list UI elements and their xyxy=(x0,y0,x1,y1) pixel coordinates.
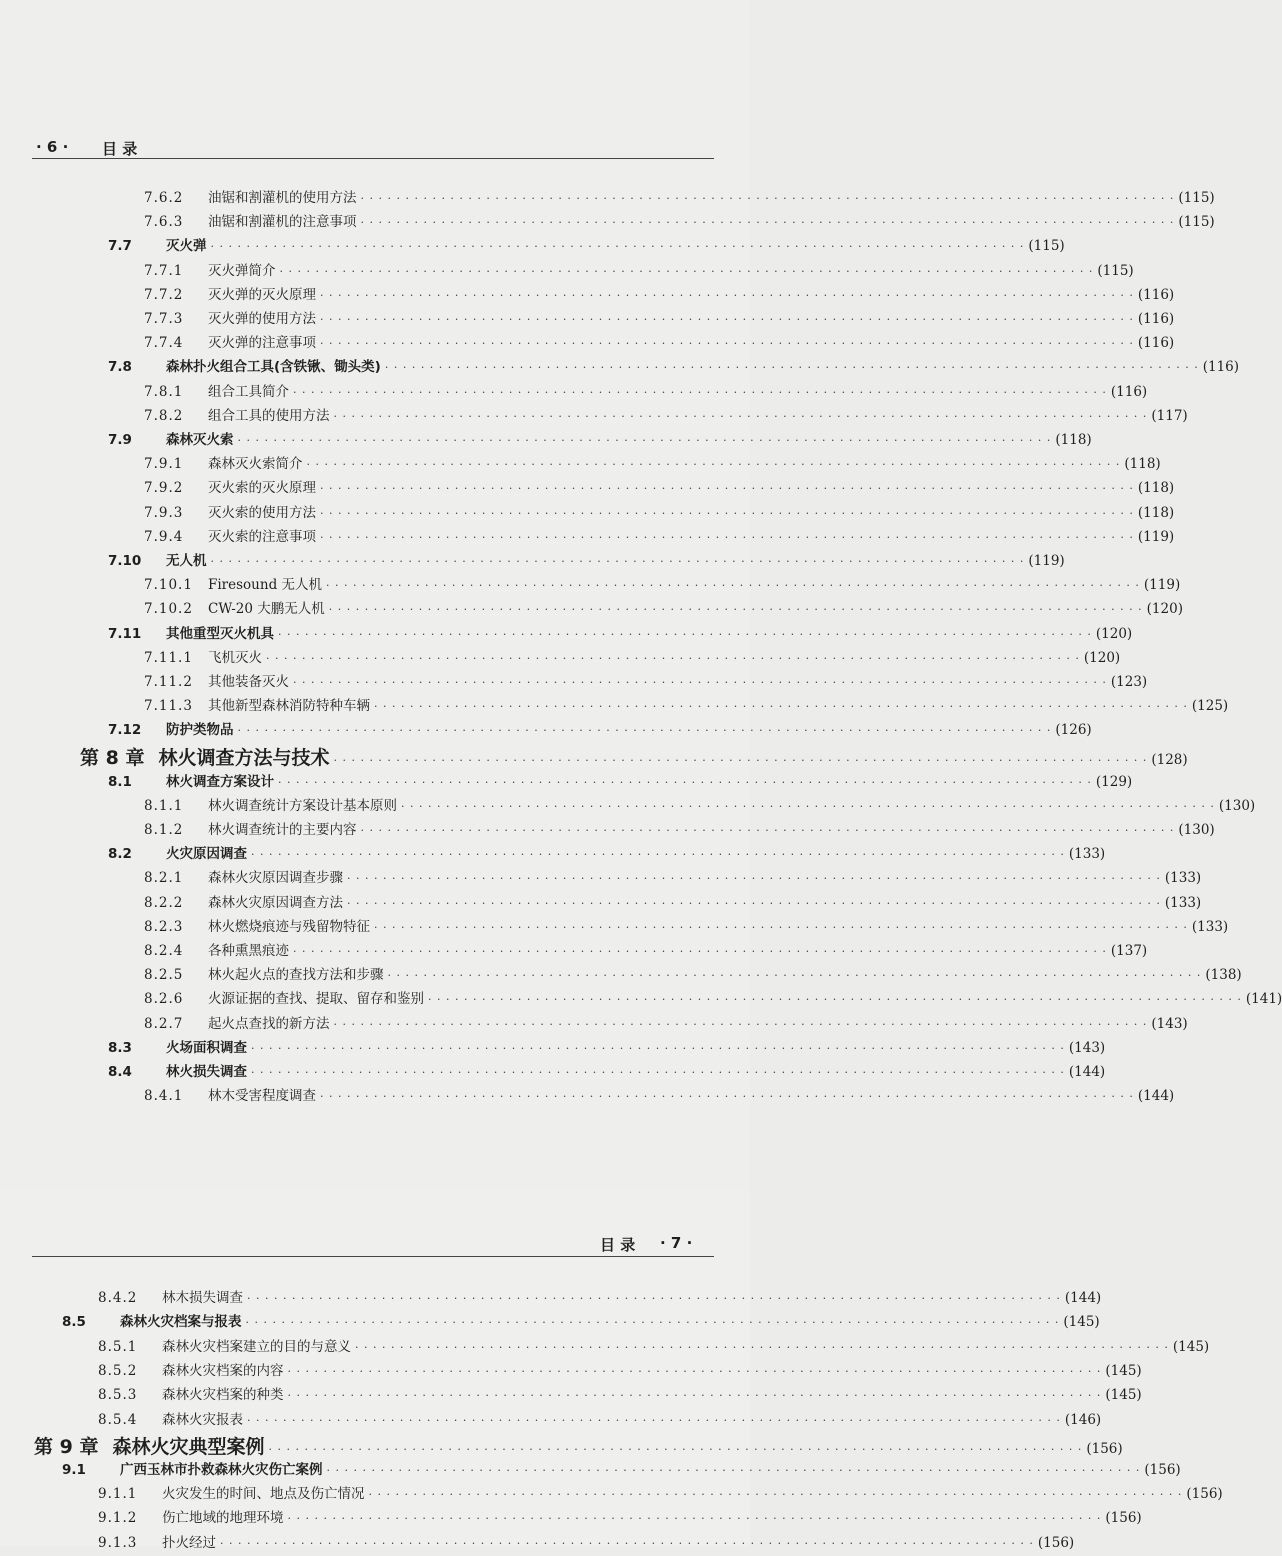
toc-entry-number: 7.6.3 xyxy=(144,214,184,231)
toc-entry-page: (129) xyxy=(1095,773,1133,790)
toc-subsection-entry xyxy=(144,452,1161,476)
toc-entry-number: 7.9.1 xyxy=(144,456,184,473)
toc-dot-leader: · · · · · · · · · · · · · · · · · · · · · · · · · · · · · · · · · · · · · · · · · · · · · · · · · · · · · · · · · · · · · · · · · · · · · · · · · · · · · · · · · · · · · · · · · · · xyxy=(387,969,1202,983)
toc-entry-page: (145) xyxy=(1105,1387,1142,1404)
toc-entry-page: (116) xyxy=(1137,311,1175,327)
toc-entry-page: (144) xyxy=(1064,1290,1102,1306)
toc-page-7 xyxy=(0,1190,1223,1551)
toc-dot-leader: · · · · · · · · · · · · · · · · · · · · · · · · · · · · · · · · · · · · · · · · · · · · · · · · · · · · · · · · · · · · · · · · · · · · · · · · · · · · · · · · · · · · · · · · · · · xyxy=(347,896,1161,910)
toc-dot-leader: · · · · · · · · · · · · · · · · · · · · · · · · · · · · · · · · · · · · · · · · · · · · · · · · · · · · · · · · · · · · · · · · · · · · · · · · · · · · · · · · · · · · · · · · · · · xyxy=(237,434,1052,447)
toc-dot-leader: · · · · · · · · · · · · · · · · · · · · · · · · · · · · · · · · · · · · · · · · · · · · · · · · · · · · · · · · · · · · · · · · · · · · · · · · · · · · · · · · · · · · · · · · · · · xyxy=(384,361,1199,375)
toc-subsection-entry xyxy=(144,380,1148,404)
toc-dot-leader: · · · · · · · · · · · · · · · · · · · · · · · · · · · · · · · · · · · · · · · · · · · · · · · · · · · · · · · · · · · · · · · · · · · · · · · · · · · · · · · · · · · · · · · · · · · xyxy=(374,920,1188,934)
toc-entry-number: 7.9.2 xyxy=(144,480,184,497)
toc-entry-title: Firesound 无人机 xyxy=(208,577,323,594)
toc-entry-page: (115) xyxy=(1028,238,1065,255)
toc-dot-leader: · · · · · · · · · · · · · · · · · · · · · · · · · · · · · · · · · · · · · · · · · · · · · · · · · · · · · · · · · · · · · · · · · · · · · · · · · · · · · · · · · · · · · · · · · · · xyxy=(326,579,1140,593)
toc-entry-number: 第 9 章 xyxy=(34,1435,99,1458)
toc-entry-title: 森林火灾典型案例 xyxy=(112,1435,265,1458)
toc-entry-title: 火灾发生的时间、地点及伤亡情况 xyxy=(162,1486,365,1503)
toc-entry-page: (119) xyxy=(1028,553,1065,569)
toc-entry-number: 7.10.2 xyxy=(144,601,193,618)
toc-entry-page: (156) xyxy=(1086,1440,1123,1457)
toc-entry-page: (144) xyxy=(1068,1064,1106,1080)
toc-entry-title: 林火损失调查 xyxy=(166,1064,247,1080)
toc-entry-title: 其他新型森林消防特种车辆 xyxy=(208,698,370,715)
toc-entry-title: 森林扑火组合工具(含铁锹、锄头类) xyxy=(166,359,381,376)
toc-entry-number: 8.2.6 xyxy=(144,991,184,1008)
toc-entry-title: 其他重型灭火机具 xyxy=(166,625,274,642)
toc-entry-number: 7.12 xyxy=(108,722,142,739)
toc-subsection-entry xyxy=(98,1506,1142,1530)
toc-entry-number: 9.1 xyxy=(62,1461,86,1478)
toc-entry-title: 灭火索的注意事项 xyxy=(208,528,316,545)
toc-entry-number: 8.4 xyxy=(108,1064,132,1080)
toc-entry-page: (156) xyxy=(1144,1461,1181,1478)
toc-entry-number: 8.1 xyxy=(108,773,132,790)
toc-entry-page: (156) xyxy=(1105,1510,1142,1527)
toc-entry-title: 林木受害程度调查 xyxy=(208,1088,316,1105)
toc-entry-page: (133) xyxy=(1164,870,1202,887)
toc-entry-page: (138) xyxy=(1205,967,1242,984)
toc-dot-leader: · · · · · · · · · · · · · · · · · · · · · · · · · · · · · · · · · · · · · · · · · · · · · · · · · · · · · · · · · · · · · · · · · · · · · · · · · · · · · · · · · · · · · · · · · · · xyxy=(360,824,1175,837)
toc-entry-number: 8.5.4 xyxy=(98,1411,138,1428)
toc-dot-leader: · · · · · · · · · · · · · · · · · · · · · · · · · · · · · · · · · · · · · · · · · · · · · · · · · · · · · · · · · · · · · · · · · · · · · · · · · · · · · · · · · · · · · · · · · · · xyxy=(374,700,1188,714)
toc-entry-number: 8.1.2 xyxy=(144,822,184,838)
toc-subsection-entry xyxy=(144,987,1282,1011)
toc-entry-page: (146) xyxy=(1064,1411,1102,1428)
toc-entry-title: 灭火弹的灭火原理 xyxy=(208,286,316,303)
toc-entry-page: (119) xyxy=(1137,528,1175,545)
toc-entry-number: 第 8 章 xyxy=(80,746,145,769)
toc-entry-page: (115) xyxy=(1178,214,1215,231)
toc-dot-leader: · · · · · · · · · · · · · · · · · · · · · · · · · · · · · · · · · · · · · · · · · · · · · · · · · · · · · · · · · · · · · · · · · · · · · · · · · · · · · · · · · · · · · · · · · · · xyxy=(328,603,1143,617)
toc-entry-number: 9.1.3 xyxy=(98,1534,138,1551)
toc-subsection-entry xyxy=(144,573,1181,597)
toc-entry-title: 林火起火点的查找方法和步骤 xyxy=(208,967,384,984)
toc-dot-leader: · · · · · · · · · · · · · · · · · · · · · · · · · · · · · · · · · · · · · · · · · · · · · · · · · · · · · · · · · · · · · · · · · · · · · · · · · · · · · · · · · · · · · · · · · · · xyxy=(287,1512,1102,1526)
toc-subsection-entry xyxy=(144,963,1242,987)
toc-entry-title: 森林火灾报表 xyxy=(162,1411,243,1428)
toc-entry-page: (116) xyxy=(1137,335,1175,352)
toc-entry-number: 8.5 xyxy=(62,1314,86,1331)
toc-entry-title: 森林火灾档案的种类 xyxy=(162,1387,284,1404)
toc-chapter-entry xyxy=(80,743,1188,773)
toc-subsection-entry xyxy=(144,404,1188,428)
toc-entry-title: 森林火灾档案建立的目的与意义 xyxy=(162,1338,351,1355)
toc-entry-page: (123) xyxy=(1110,674,1148,690)
toc-subsection-entry xyxy=(144,501,1175,525)
toc-entry-title: 火灾原因调查 xyxy=(166,846,247,863)
toc-entry-title: 其他装备灭火 xyxy=(208,674,289,690)
toc-dot-leader: · · · · · · · · · · · · · · · · · · · · · · · · · · · · · · · · · · · · · · · · · · · · · · · · · · · · · · · · · · · · · · · · · · · · · · · · · · · · · · · · · · · · · · · · · · · xyxy=(247,1413,1061,1427)
header-rule xyxy=(32,1256,714,1257)
toc-entry-number: 8.2.1 xyxy=(144,870,184,887)
toc-dot-leader: · · · · · · · · · · · · · · · · · · · · · · · · · · · · · · · · · · · · · · · · · · · · · · · · · · · · · · · · · · · · · · · · · · · · · · · · · · · · · · · · · · · · · · · · · · · xyxy=(251,1041,1065,1055)
toc-entry-title: 灭火弹 xyxy=(166,238,207,255)
toc-entry-title: 火源证据的查找、提取、留存和鉴别 xyxy=(208,991,424,1008)
toc-dot-leader: · · · · · · · · · · · · · · · · · · · · · · · · · · · · · · · · · · · · · · · · · · · · · · · · · · · · · · · · · · · · · · · · · · · · · · · · · · · · · · · · · · · · · · · · · · · xyxy=(347,872,1161,886)
toc-entry-title: 无人机 xyxy=(166,553,207,569)
toc-entry-title: 林火调查方法与技术 xyxy=(158,746,330,769)
toc-section-entry xyxy=(108,549,1065,573)
toc-subsection-entry xyxy=(144,186,1215,210)
toc-entry-number: 7.9.3 xyxy=(144,504,184,521)
toc-dot-leader: · · · · · · · · · · · · · · · · · · · · · · · · · · · · · · · · · · · · · · · · · · · · · · · · · · · · · · · · · · · · · · · · · · · · · · · · · · · · · · · · · · · · · · · · · · · xyxy=(247,1292,1061,1305)
toc-subsection-entry xyxy=(144,646,1121,670)
toc-subsection-entry xyxy=(144,915,1229,939)
toc-entry-title: CW-20 大鹏无人机 xyxy=(208,601,325,618)
toc-entry-number: 7.11.2 xyxy=(144,674,193,690)
toc-subsection-entry xyxy=(144,210,1215,234)
toc-subsection-entry xyxy=(98,1359,1142,1383)
toc-subsection-entry xyxy=(144,1084,1175,1108)
toc-entry-number: 7.9 xyxy=(108,432,132,448)
toc-entry-page: (115) xyxy=(1097,262,1134,279)
toc-section-entry xyxy=(62,1310,1100,1334)
toc-entry-page: (130) xyxy=(1178,822,1215,838)
toc-dot-leader: · · · · · · · · · · · · · · · · · · · · · · · · · · · · · · · · · · · · · · · · · · · · · · · · · · · · · · · · · · · · · · · · · · · · · · · · · · · · · · · · · · · · · · · · · · · xyxy=(360,192,1175,205)
toc-subsection-entry xyxy=(98,1531,1075,1555)
toc-entry-page: (125) xyxy=(1191,698,1229,715)
toc-section-entry xyxy=(108,234,1065,258)
toc-entry-page: (145) xyxy=(1105,1362,1142,1379)
toc-entry-page: (133) xyxy=(1191,918,1229,935)
toc-entry-number: 7.7 xyxy=(108,238,132,255)
toc-entry-page: (156) xyxy=(1037,1534,1075,1551)
toc-dot-leader: · · · · · · · · · · · · · · · · · · · · · · · · · · · · · · · · · · · · · · · · · · · · · · · · · · · · · · · · · · · · · · · · · · · · · · · · · · · · · · · · · · · · · · · · · · · xyxy=(293,945,1107,958)
toc-entry-page: (118) xyxy=(1137,504,1175,521)
toc-entry-page: (137) xyxy=(1110,943,1148,959)
toc-entry-title: 起火点查找的新方法 xyxy=(208,1015,330,1032)
toc-subsection-entry xyxy=(144,818,1215,842)
toc-entry-number: 9.1.2 xyxy=(98,1510,138,1527)
toc-entry-title: 油锯和割灌机的注意事项 xyxy=(208,214,357,231)
toc-entry-number: 7.10.1 xyxy=(144,577,193,594)
toc-dot-leader: · · · · · · · · · · · · · · · · · · · · · · · · · · · · · · · · · · · · · · · · · · · · · · · · · · · · · · · · · · · · · · · · · · · · · · · · · · · · · · · · · · · · · · · · · · · xyxy=(333,753,1148,767)
toc-subsection-entry xyxy=(144,597,1183,621)
toc-entry-number: 8.5.2 xyxy=(98,1362,138,1379)
toc-entry-number: 7.8 xyxy=(108,359,132,376)
toc-section-entry xyxy=(108,842,1106,866)
toc-entry-number: 8.2.7 xyxy=(144,1015,184,1032)
toc-section-entry xyxy=(108,428,1092,452)
toc-entry-number: 7.6.2 xyxy=(144,190,184,206)
toc-dot-leader: · · · · · · · · · · · · · · · · · · · · · · · · · · · · · · · · · · · · · · · · · · · · · · · · · · · · · · · · · · · · · · · · · · · · · · · · · · · · · · · · · · · · · · · · · · · xyxy=(333,1017,1148,1031)
toc-entry-number: 8.4.1 xyxy=(144,1088,184,1105)
toc-entry-number: 8.1.1 xyxy=(144,797,184,814)
toc-dot-leader: · · · · · · · · · · · · · · · · · · · · · · · · · · · · · · · · · · · · · · · · · · · · · · · · · · · · · · · · · · · · · · · · · · · · · · · · · · · · · · · · · · · · · · · · · · · xyxy=(251,1066,1065,1079)
toc-entry-title: 伤亡地域的地理环境 xyxy=(162,1510,284,1527)
toc-subsection-entry xyxy=(98,1408,1102,1432)
toc-dot-leader: · · · · · · · · · · · · · · · · · · · · · · · · · · · · · · · · · · · · · · · · · · · · · · · · · · · · · · · · · · · · · · · · · · · · · · · · · · · · · · · · · · · · · · · · · · · xyxy=(293,385,1107,399)
toc-entry-number: 7.11.3 xyxy=(144,698,193,715)
toc-dot-leader: · · · · · · · · · · · · · · · · · · · · · · · · · · · · · · · · · · · · · · · · · · · · · · · · · · · · · · · · · · · · · · · · · · · · · · · · · · · · · · · · · · · · · · · · · · · xyxy=(320,337,1134,351)
header-rule xyxy=(32,158,714,159)
toc-entry-number: 7.11.1 xyxy=(144,649,193,666)
toc-dot-leader: · · · · · · · · · · · · · · · · · · · · · · · · · · · · · · · · · · · · · · · · · · · · · · · · · · · · · · · · · · · · · · · · · · · · · · · · · · · · · · · · · · · · · · · · · · · xyxy=(279,264,1094,278)
toc-entry-number: 7.10 xyxy=(108,553,142,569)
toc-entry-title: 林火燃烧痕迹与残留物特征 xyxy=(208,918,370,935)
toc-entry-title: 扑火经过 xyxy=(162,1534,216,1551)
toc-dot-leader: · · · · · · · · · · · · · · · · · · · · · · · · · · · · · · · · · · · · · · · · · · · · · · · · · · · · · · · · · · · · · · · · · · · · · · · · · · · · · · · · · · · · · · · · · · · xyxy=(251,848,1065,862)
toc-entry-number: 8.5.1 xyxy=(98,1338,138,1355)
toc-section-entry xyxy=(108,355,1240,379)
toc-entry-number: 7.8.1 xyxy=(144,383,184,400)
toc-entry-page: (118) xyxy=(1055,432,1092,448)
toc-entry-page: (128) xyxy=(1151,751,1188,768)
toc-entry-page: (117) xyxy=(1151,407,1188,424)
toc-entry-title: 森林火灾档案与报表 xyxy=(120,1314,242,1331)
toc-dot-leader: · · · · · · · · · · · · · · · · · · · · · · · · · · · · · · · · · · · · · · · · · · · · · · · · · · · · · · · · · · · · · · · · · · · · · · · · · · · · · · · · · · · · · · · · · · · xyxy=(320,288,1134,302)
toc-dot-leader: · · · · · · · · · · · · · · · · · · · · · · · · · · · · · · · · · · · · · · · · · · · · · · · · · · · · · · · · · · · · · · · · · · · · · · · · · · · · · · · · · · · · · · · · · · · xyxy=(266,651,1080,665)
toc-entry-page: (144) xyxy=(1137,1088,1175,1105)
running-header-title: 目 录 xyxy=(102,140,138,158)
toc-entry-page: (141) xyxy=(1245,991,1282,1008)
toc-entry-title: 组合工具的使用方法 xyxy=(208,407,330,424)
toc-dot-leader: · · · · · · · · · · · · · · · · · · · · · · · · · · · · · · · · · · · · · · · · · · · · · · · · · · · · · · · · · · · · · · · · · · · · · · · · · · · · · · · · · · · · · · · · · · · xyxy=(278,627,1092,641)
toc-dot-leader: · · · · · · · · · · · · · · · · · · · · · · · · · · · · · · · · · · · · · · · · · · · · · · · · · · · · · · · · · · · · · · · · · · · · · · · · · · · · · · · · · · · · · · · · · · · xyxy=(245,1316,1060,1330)
toc-entry-page: (116) xyxy=(1110,383,1148,400)
toc-entry-title: 火场面积调查 xyxy=(166,1039,247,1056)
toc-entry-title: 林木损失调查 xyxy=(162,1290,243,1306)
toc-dot-leader: · · · · · · · · · · · · · · · · · · · · · · · · · · · · · · · · · · · · · · · · · · · · · · · · · · · · · · · · · · · · · · · · · · · · · · · · · · · · · · · · · · · · · · · · · · · xyxy=(320,482,1134,496)
toc-entry-page: (119) xyxy=(1143,577,1181,594)
toc-subsection-entry xyxy=(144,283,1175,307)
toc-subsection-entry xyxy=(144,525,1175,549)
toc-dot-leader: · · · · · · · · · · · · · · · · · · · · · · · · · · · · · · · · · · · · · · · · · · · · · · · · · · · · · · · · · · · · · · · · · · · · · · · · · · · · · · · · · · · · · · · · · · · xyxy=(210,555,1025,568)
toc-entry-number: 7.8.2 xyxy=(144,407,184,424)
toc-entry-number: 7.7.4 xyxy=(144,335,184,352)
toc-entry-title: 灭火索的使用方法 xyxy=(208,504,316,521)
toc-subsection-entry xyxy=(144,259,1134,283)
page-number-right: · 7 · xyxy=(660,1234,693,1252)
toc-entry-number: 7.9.4 xyxy=(144,528,184,545)
toc-entry-page: (126) xyxy=(1055,722,1092,739)
toc-entry-page: (116) xyxy=(1202,359,1240,376)
toc-subsection-entry xyxy=(98,1286,1102,1310)
toc-dot-leader: · · · · · · · · · · · · · · · · · · · · · · · · · · · · · · · · · · · · · · · · · · · · · · · · · · · · · · · · · · · · · · · · · · · · · · · · · · · · · · · · · · · · · · · · · · · xyxy=(355,1340,1169,1354)
toc-section-entry xyxy=(62,1458,1181,1482)
toc-dot-leader: · · · · · · · · · · · · · · · · · · · · · · · · · · · · · · · · · · · · · · · · · · · · · · · · · · · · · · · · · · · · · · · · · · · · · · · · · · · · · · · · · · · · · · · · · · · xyxy=(333,409,1148,423)
toc-subsection-entry xyxy=(144,1012,1188,1036)
toc-dot-leader: · · · · · · · · · · · · · · · · · · · · · · · · · · · · · · · · · · · · · · · · · · · · · · · · · · · · · · · · · · · · · · · · · · · · · · · · · · · · · · · · · · · · · · · · · · · xyxy=(360,216,1175,230)
toc-subsection-entry xyxy=(144,476,1175,500)
toc-subsection-entry xyxy=(98,1335,1210,1359)
toc-entry-title: 各种熏黑痕迹 xyxy=(208,943,289,959)
toc-entry-number: 8.2.3 xyxy=(144,918,184,935)
toc-entry-page: (130) xyxy=(1218,797,1256,814)
toc-dot-leader: · · · · · · · · · · · · · · · · · · · · · · · · · · · · · · · · · · · · · · · · · · · · · · · · · · · · · · · · · · · · · · · · · · · · · · · · · · · · · · · · · · · · · · · · · · · xyxy=(268,1442,1083,1456)
toc-entry-title: 森林火灾原因调查步骤 xyxy=(208,870,343,887)
toc-dot-leader: · · · · · · · · · · · · · · · · · · · · · · · · · · · · · · · · · · · · · · · · · · · · · · · · · · · · · · · · · · · · · · · · · · · · · · · · · · · · · · · · · · · · · · · · · · · xyxy=(320,530,1134,544)
toc-entry-page: (145) xyxy=(1172,1338,1210,1355)
toc-entry-page: (120) xyxy=(1146,601,1183,618)
toc-entry-page: (133) xyxy=(1068,846,1106,863)
toc-entry-title: 林火调查方案设计 xyxy=(166,773,274,790)
toc-subsection-entry xyxy=(98,1383,1142,1407)
toc-entry-number: 9.1.1 xyxy=(98,1486,138,1503)
toc-entry-page: (120) xyxy=(1095,625,1133,642)
toc-dot-leader: · · · · · · · · · · · · · · · · · · · · · · · · · · · · · · · · · · · · · · · · · · · · · · · · · · · · · · · · · · · · · · · · · · · · · · · · · · · · · · · · · · · · · · · · · · · xyxy=(237,724,1052,738)
toc-entry-title: 森林火灾原因调查方法 xyxy=(208,894,343,911)
toc-entry-title: 灭火弹的注意事项 xyxy=(208,335,316,352)
toc-entry-page: (120) xyxy=(1083,649,1121,666)
toc-entry-number: 8.2.4 xyxy=(144,943,184,959)
toc-dot-leader: · · · · · · · · · · · · · · · · · · · · · · · · · · · · · · · · · · · · · · · · · · · · · · · · · · · · · · · · · · · · · · · · · · · · · · · · · · · · · · · · · · · · · · · · · · · xyxy=(368,1488,1183,1502)
toc-entry-page: (143) xyxy=(1068,1039,1106,1056)
running-header-title: 目 录 xyxy=(600,1236,636,1254)
toc-entry-number: 8.5.3 xyxy=(98,1387,138,1404)
toc-entry-page: (118) xyxy=(1124,456,1161,473)
toc-entry-title: 组合工具简介 xyxy=(208,383,289,400)
toc-entry-title: 防护类物品 xyxy=(166,722,234,739)
toc-section-entry xyxy=(108,1036,1106,1060)
toc-subsection-entry xyxy=(144,694,1229,718)
toc-entry-number: 7.7.1 xyxy=(144,262,184,279)
toc-entry-title: 森林灭火索 xyxy=(166,432,234,448)
toc-dot-leader: · · · · · · · · · · · · · · · · · · · · · · · · · · · · · · · · · · · · · · · · · · · · · · · · · · · · · · · · · · · · · · · · · · · · · · · · · · · · · · · · · · · · · · · · · · · xyxy=(287,1389,1102,1403)
toc-entry-number: 8.3 xyxy=(108,1039,132,1056)
toc-section-entry xyxy=(108,770,1133,794)
toc-subsection-entry xyxy=(144,939,1148,963)
toc-dot-leader: · · · · · · · · · · · · · · · · · · · · · · · · · · · · · · · · · · · · · · · · · · · · · · · · · · · · · · · · · · · · · · · · · · · · · · · · · · · · · · · · · · · · · · · · · · · xyxy=(293,676,1107,689)
toc-entry-page: (145) xyxy=(1063,1314,1100,1331)
toc-entry-number: 7.11 xyxy=(108,625,142,642)
page-number-left: · 6 · xyxy=(36,138,69,156)
toc-entry-title: 灭火弹简介 xyxy=(208,262,276,279)
toc-entry-page: (118) xyxy=(1137,480,1175,497)
toc-entry-page: (115) xyxy=(1178,190,1215,206)
toc-entry-title: 油锯和割灌机的使用方法 xyxy=(208,190,357,206)
toc-dot-leader: · · · · · · · · · · · · · · · · · · · · · · · · · · · · · · · · · · · · · · · · · · · · · · · · · · · · · · · · · · · · · · · · · · · · · · · · · · · · · · · · · · · · · · · · · · · xyxy=(220,1536,1034,1550)
toc-dot-leader: · · · · · · · · · · · · · · · · · · · · · · · · · · · · · · · · · · · · · · · · · · · · · · · · · · · · · · · · · · · · · · · · · · · · · · · · · · · · · · · · · · · · · · · · · · · xyxy=(326,1463,1141,1477)
toc-dot-leader: · · · · · · · · · · · · · · · · · · · · · · · · · · · · · · · · · · · · · · · · · · · · · · · · · · · · · · · · · · · · · · · · · · · · · · · · · · · · · · · · · · · · · · · · · · · xyxy=(210,240,1025,254)
toc-entry-title: 灭火弹的使用方法 xyxy=(208,311,316,327)
toc-entry-title: 灭火索的灭火原理 xyxy=(208,480,316,497)
toc-subsection-entry xyxy=(144,891,1202,915)
toc-dot-leader: · · · · · · · · · · · · · · · · · · · · · · · · · · · · · · · · · · · · · · · · · · · · · · · · · · · · · · · · · · · · · · · · · · · · · · · · · · · · · · · · · · · · · · · · · · · xyxy=(278,775,1092,789)
toc-entry-page: (156) xyxy=(1186,1486,1223,1503)
toc-dot-leader: · · · · · · · · · · · · · · · · · · · · · · · · · · · · · · · · · · · · · · · · · · · · · · · · · · · · · · · · · · · · · · · · · · · · · · · · · · · · · · · · · · · · · · · · · · · xyxy=(401,799,1215,813)
toc-entry-number: 7.7.2 xyxy=(144,286,184,303)
toc-entry-title: 林火调查统计的主要内容 xyxy=(208,822,357,838)
toc-entry-title: 飞机灭火 xyxy=(208,649,262,666)
toc-entry-number: 8.2.2 xyxy=(144,894,184,911)
toc-dot-leader: · · · · · · · · · · · · · · · · · · · · · · · · · · · · · · · · · · · · · · · · · · · · · · · · · · · · · · · · · · · · · · · · · · · · · · · · · · · · · · · · · · · · · · · · · · · xyxy=(428,993,1242,1007)
toc-dot-leader: · · · · · · · · · · · · · · · · · · · · · · · · · · · · · · · · · · · · · · · · · · · · · · · · · · · · · · · · · · · · · · · · · · · · · · · · · · · · · · · · · · · · · · · · · · · xyxy=(320,313,1134,326)
toc-entry-title: 广西玉林市扑救森林火灾伤亡案例 xyxy=(120,1461,323,1478)
toc-entry-number: 8.2.5 xyxy=(144,967,184,984)
toc-subsection-entry xyxy=(98,1482,1223,1506)
toc-section-entry xyxy=(108,1060,1106,1084)
toc-section-entry xyxy=(108,622,1133,646)
toc-subsection-entry xyxy=(144,670,1148,694)
toc-entry-number: 7.7.3 xyxy=(144,311,184,327)
toc-section-entry xyxy=(108,718,1092,742)
toc-subsection-entry xyxy=(144,794,1256,818)
toc-subsection-entry xyxy=(144,866,1202,890)
toc-entry-title: 森林火灾档案的内容 xyxy=(162,1362,284,1379)
toc-dot-leader: · · · · · · · · · · · · · · · · · · · · · · · · · · · · · · · · · · · · · · · · · · · · · · · · · · · · · · · · · · · · · · · · · · · · · · · · · · · · · · · · · · · · · · · · · · · xyxy=(287,1364,1102,1378)
toc-entry-number: 8.4.2 xyxy=(98,1290,138,1306)
toc-entry-page: (143) xyxy=(1151,1015,1188,1032)
toc-subsection-entry xyxy=(144,307,1175,331)
toc-entry-page: (133) xyxy=(1164,894,1202,911)
toc-entry-title: 森林灭火索简介 xyxy=(208,456,303,473)
toc-subsection-entry xyxy=(144,331,1175,355)
toc-dot-leader: · · · · · · · · · · · · · · · · · · · · · · · · · · · · · · · · · · · · · · · · · · · · · · · · · · · · · · · · · · · · · · · · · · · · · · · · · · · · · · · · · · · · · · · · · · · xyxy=(306,458,1121,472)
toc-entry-title: 林火调查统计方案设计基本原则 xyxy=(208,797,397,814)
toc-entry-page: (116) xyxy=(1137,286,1175,303)
toc-dot-leader: · · · · · · · · · · · · · · · · · · · · · · · · · · · · · · · · · · · · · · · · · · · · · · · · · · · · · · · · · · · · · · · · · · · · · · · · · · · · · · · · · · · · · · · · · · · xyxy=(320,506,1134,520)
toc-entry-number: 8.2 xyxy=(108,846,132,863)
toc-dot-leader: · · · · · · · · · · · · · · · · · · · · · · · · · · · · · · · · · · · · · · · · · · · · · · · · · · · · · · · · · · · · · · · · · · · · · · · · · · · · · · · · · · · · · · · · · · · xyxy=(320,1090,1134,1104)
